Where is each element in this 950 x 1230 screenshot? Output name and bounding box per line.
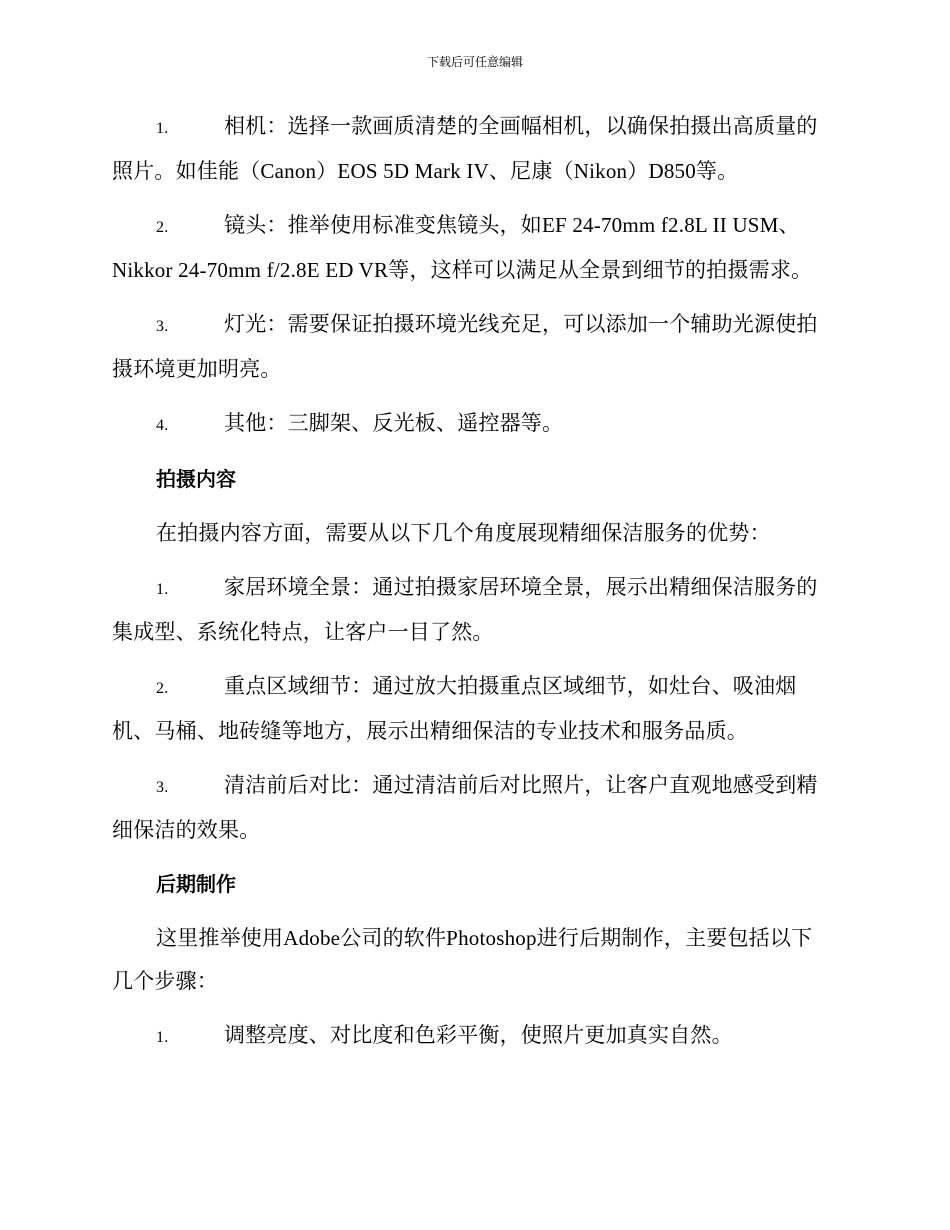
list-number: 2. [156, 680, 169, 697]
list-text: 清洁前后对比：通过清洁前后对比照片，让客户直观地感受到精细保洁的效果。 [112, 773, 818, 842]
list-number: 3. [156, 779, 169, 796]
section-heading-post: 后期制作 [156, 872, 236, 896]
section-intro: 这里推举使用Adobe公司的软件Photoshop进行后期制作，主要包括以下几个步骤： [112, 926, 813, 993]
list-number: 3. [156, 318, 169, 335]
list-item [112, 105, 832, 193]
list-text: 镜头：推举使用标准变焦镜头，如EF 24-70mm f2.8L II USM、Nikkor 24-70mm f/2.8E ED VR等，这样可以满足从全景到细节的拍摄需求。 [112, 213, 813, 282]
page-header: 下载后可任意编辑 [426, 55, 523, 69]
list-number: 1. [156, 1029, 169, 1046]
list-item [112, 764, 832, 852]
section-heading-content: 拍摄内容 [156, 467, 236, 491]
list-text: 家居环境全景：通过拍摄家居环境全景，展示出精细保洁服务的集成型、系统化特点，让客户一目了然。 [112, 575, 818, 644]
list-item [112, 566, 832, 654]
list-number: 4. [156, 417, 169, 434]
list-text: 重点区域细节：通过放大拍摄重点区域细节，如灶台、吸油烟机、马桶、地砖缝等地方，展示出精细保洁的专业技术和服务品质。 [112, 674, 797, 743]
list-item [112, 402, 832, 447]
list-text: 其他：三脚架、反光板、遥控器等。 [224, 411, 564, 435]
list-item [112, 665, 832, 753]
list-item [112, 204, 832, 292]
list-number: 2. [156, 219, 169, 236]
list-item [112, 303, 832, 391]
list-text: 灯光：需要保证拍摄环境光线充足，可以添加一个辅助光源使拍摄环境更加明亮。 [112, 312, 818, 381]
list-item [112, 1014, 832, 1059]
section-intro: 在拍摄内容方面，需要从以下几个角度展现精细保洁服务的优势： [156, 521, 771, 545]
document-body [112, 105, 832, 1070]
list-number: 1. [156, 120, 169, 137]
list-text: 相机：选择一款画质清楚的全画幅相机，以确保拍摄出高质量的照片。如佳能（Canon）EOS 5D Mark IV、尼康（Nikon）D850等。 [112, 114, 818, 183]
list-number: 1. [156, 581, 169, 598]
list-text: 调整亮度、对比度和色彩平衡，使照片更加真实自然。 [224, 1023, 733, 1047]
